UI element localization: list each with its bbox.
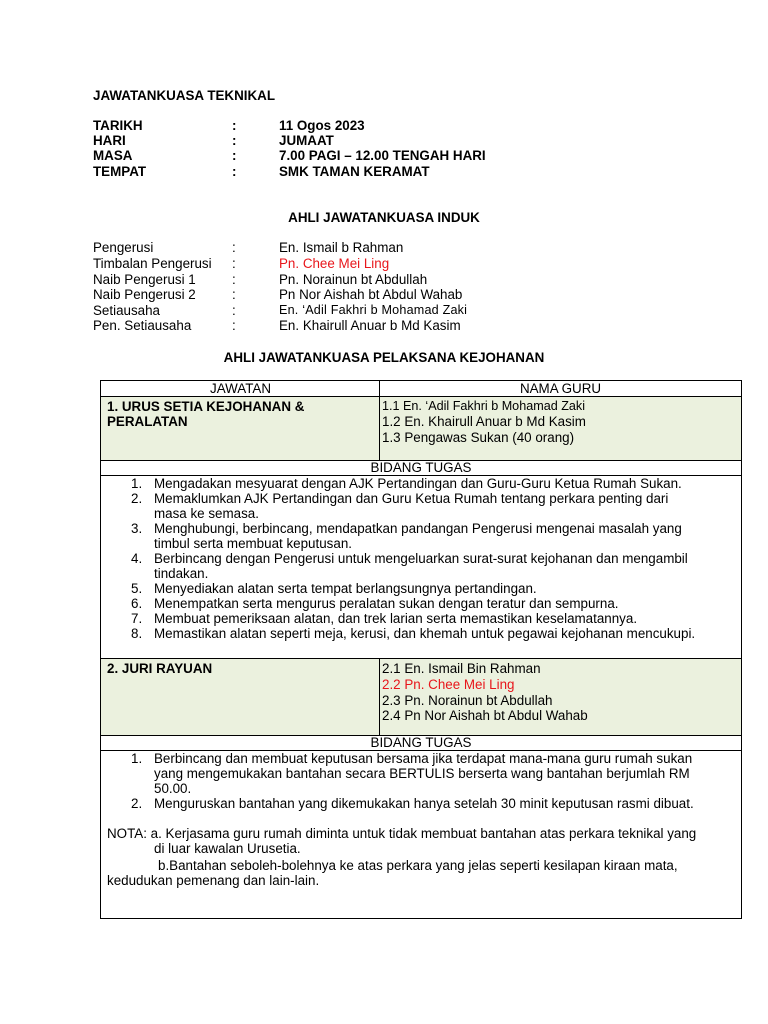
section-2-task-list	[101, 751, 701, 811]
task-item	[101, 796, 701, 811]
member-role: Setiausaha	[93, 303, 161, 318]
doc-title: JAWATANKUASA TEKNIKAL	[93, 88, 276, 103]
task-text: timbul serta membuat keputusan.	[154, 536, 352, 551]
task-item	[101, 491, 701, 521]
task-text: Memaklumkan AJK Pertandingan dan Guru Ketua Rumah tentang perkara penting dari	[154, 491, 669, 506]
task-item	[101, 596, 701, 611]
info-label: HARI	[93, 133, 126, 148]
member-name: Pn. Norainun bt Abdullah	[279, 272, 428, 287]
task-text: Berbincang dengan Pengerusi untuk mengeluarkan surat-surat kejohanan dan mengambil	[154, 551, 688, 566]
task-item	[101, 611, 701, 626]
member-sep: :	[232, 240, 236, 255]
task-text: Menghubungi, berbincang, mendapatkan pandangan Pengerusi mengenai masalah yang	[154, 521, 682, 536]
task-text: yang mengemukakan bantahan secara BERTULIS berserta wang bantahan berjumlah RM	[154, 766, 690, 781]
section-1-name: 1.2 En. Khairull Anuar b Md Kasim	[382, 414, 586, 429]
info-value: 7.00 PAGI – 12.00 TENGAH HARI	[279, 148, 486, 163]
section-1-name: 1.3 Pengawas Sukan (40 orang)	[382, 430, 575, 445]
member-sep: :	[232, 272, 236, 287]
info-sep: :	[232, 118, 237, 133]
committee-table	[100, 380, 742, 919]
task-item	[101, 551, 701, 581]
member-role: Pen. Setiausaha	[93, 318, 192, 333]
task-number: 7.	[131, 611, 143, 626]
nota-a-cont: di luar kawalan Urusetia.	[154, 841, 301, 856]
member-name: En. Khairull Anuar b Md Kasim	[279, 318, 461, 333]
induk-title: AHLI JAWATANKUASA INDUK	[288, 210, 480, 225]
task-number: 4.	[131, 551, 143, 566]
section-2-title: 2. JURI RAYUAN	[107, 661, 213, 676]
info-label: TEMPAT	[93, 164, 147, 179]
info-label: MASA	[93, 148, 133, 163]
task-number: 3.	[131, 521, 143, 536]
member-name: Pn Nor Aishah bt Abdul Wahab	[279, 287, 463, 302]
pelaksana-title: AHLI JAWATANKUASA PELAKSANA KEJOHANAN	[223, 350, 545, 365]
member-sep: :	[232, 318, 236, 333]
task-item	[101, 521, 701, 551]
section-2-name: 2.1 En. Ismail Bin Rahman	[382, 661, 541, 676]
section-1-task-list	[101, 476, 701, 641]
task-number: 2.	[131, 491, 143, 506]
info-label: TARIKH	[93, 118, 143, 133]
member-role: Pengerusi	[93, 240, 154, 255]
task-number: 1.	[131, 751, 143, 766]
info-sep: :	[232, 148, 237, 163]
task-number: 1.	[131, 476, 143, 491]
nota-b: b.Bantahan seboleh-bolehnya ke atas perkara yang jelas seperti kesilapan kiraan mata,	[158, 858, 678, 873]
member-sep: :	[232, 303, 236, 318]
task-number: 6.	[131, 596, 143, 611]
member-role: Naib Pengerusi 1	[93, 272, 196, 287]
member-name-highlighted: Pn. Chee Mei Ling	[279, 256, 390, 271]
task-text: Membuat pemeriksaan alatan, dan trek larian serta memastikan keselamatannya.	[154, 611, 638, 626]
task-item	[101, 581, 701, 596]
member-sep: :	[232, 287, 236, 302]
info-value: SMK TAMAN KERAMAT	[279, 164, 430, 179]
member-name: En. ‘Adil Fakhri b Mohamad Zaki	[279, 303, 468, 317]
section-1-title-cont: PERALATAN	[107, 414, 188, 429]
nota-a: NOTA: a. Kerjasama guru rumah diminta untuk tidak membuat bantahan atas perkara teknikal yang	[107, 826, 697, 841]
section-2-name: 2.3 Pn. Norainun bt Abdullah	[382, 693, 553, 708]
bidang-tugas-header: BIDANG TUGAS	[370, 735, 472, 750]
task-text: Menguruskan bantahan yang dikemukakan hanya setelah 30 minit keputusan rasmi dibuat.	[154, 796, 694, 811]
task-text: Menempatkan serta mengurus peralatan sukan dengan teratur dan sempurna.	[154, 596, 619, 611]
info-sep: :	[232, 133, 237, 148]
task-text: masa ke semasa.	[154, 506, 259, 521]
task-text: Berbincang dan membuat keputusan bersama jika terdapat mana-mana guru rumah sukan	[154, 751, 693, 766]
info-sep: :	[232, 164, 237, 179]
nota-b-cont: kedudukan pemenang dan lain-lain.	[107, 873, 320, 888]
member-role: Naib Pengerusi 2	[93, 287, 196, 302]
info-value: JUMAAT	[279, 133, 334, 148]
bidang-tugas-header: BIDANG TUGAS	[370, 460, 472, 475]
member-name: En. Ismail b Rahman	[279, 240, 404, 255]
section-1-title: 1. URUS SETIA KEJOHANAN &	[107, 399, 305, 414]
task-text: Memastikan alatan seperti meja, kerusi, dan khemah untuk pegawai kejohanan mencukupi.	[154, 626, 696, 641]
member-role: Timbalan Pengerusi	[93, 256, 212, 271]
task-number: 2.	[131, 796, 143, 811]
task-item	[101, 626, 701, 641]
member-sep: :	[232, 256, 236, 271]
task-text: Mengadakan mesyuarat dengan AJK Pertandingan dan Guru-Guru Ketua Rumah Sukan.	[154, 476, 682, 491]
task-text: tindakan.	[154, 566, 209, 581]
section-1-name: 1.1 En. ‘Adil Fakhri b Mohamad Zaki	[382, 399, 585, 413]
task-item	[101, 476, 701, 491]
info-value: 11 Ogos 2023	[279, 118, 365, 133]
task-item	[101, 751, 701, 796]
task-number: 8.	[131, 626, 143, 641]
col-header-nama: NAMA GURU	[519, 381, 602, 396]
task-text: 50.00.	[154, 781, 192, 796]
section-2-name-highlighted: 2.2 Pn. Chee Mei Ling	[382, 677, 515, 692]
task-number: 5.	[131, 581, 143, 596]
col-header-jawatan: JAWATAN	[210, 381, 271, 396]
section-2-name: 2.4 Pn Nor Aishah bt Abdul Wahab	[382, 708, 588, 723]
task-text: Menyediakan alatan serta tempat berlangsungnya pertandingan.	[154, 581, 537, 596]
